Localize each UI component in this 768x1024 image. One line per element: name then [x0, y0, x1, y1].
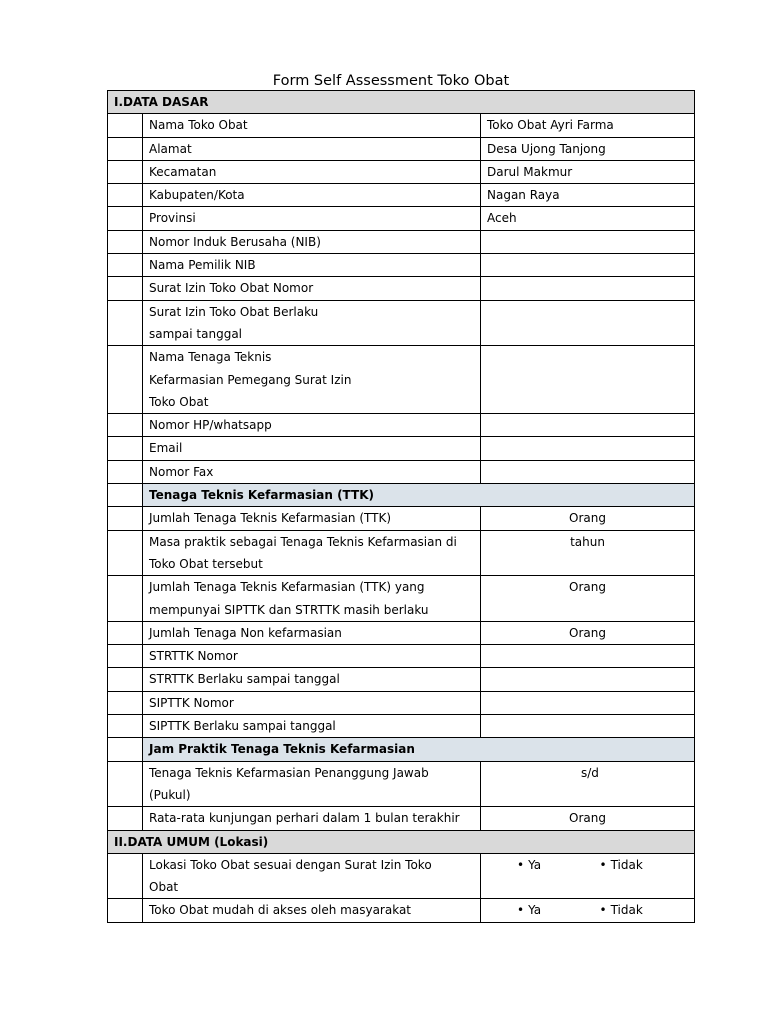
table-row [108, 460, 695, 483]
field-label: SIPTTK Berlaku sampai tanggal [149, 719, 336, 734]
field-value-cell[interactable] [481, 530, 695, 576]
row-number-cell [108, 899, 143, 922]
field-value-cell[interactable] [481, 230, 695, 253]
table-row [108, 254, 695, 277]
field-value-cell[interactable] [481, 254, 695, 277]
field-label: Tenaga Teknis Kefarmasian Penanggung Jawab [149, 765, 429, 780]
field-label-cell [143, 576, 481, 622]
table-row [108, 621, 695, 644]
field-label: Kabupaten/Kota [149, 188, 245, 203]
field-label-cell [143, 184, 481, 207]
table-row [108, 899, 695, 922]
field-value: Orang [569, 580, 606, 595]
assessment-table [107, 90, 695, 923]
row-number-cell [108, 254, 143, 277]
field-label-cell [143, 507, 481, 530]
field-value: tahun [570, 534, 605, 549]
section-data-umum [108, 830, 695, 853]
field-value-cell[interactable] [481, 761, 695, 807]
field-label-cell [143, 414, 481, 437]
field-value-cell[interactable] [481, 715, 695, 738]
field-label: Kefarmasian Pemegang Surat Izin [149, 372, 352, 387]
subsection-jam-praktik-label: Jam Praktik Tenaga Teknis Kefarmasian [143, 738, 695, 761]
field-value-cell[interactable] [481, 437, 695, 460]
field-value-cell[interactable] [481, 576, 695, 622]
row-number-cell [108, 137, 143, 160]
field-label: Alamat [149, 141, 192, 156]
field-label-cell [143, 460, 481, 483]
row-number-cell [108, 414, 143, 437]
field-label-cell [143, 807, 481, 830]
field-value-cell[interactable] [481, 277, 695, 300]
row-number-cell [108, 668, 143, 691]
field-label: Nama Toko Obat [149, 118, 248, 133]
field-label: Lokasi Toko Obat sesuai dengan Surat Izin Toko [149, 857, 432, 872]
field-value-cell[interactable] [481, 114, 695, 137]
field-value: Desa Ujong Tanjong [487, 141, 606, 156]
row-number-cell [108, 460, 143, 483]
table-row [108, 507, 695, 530]
table-row [108, 807, 695, 830]
field-value-cell[interactable] [481, 645, 695, 668]
option-cell [481, 899, 695, 922]
option-group [487, 899, 688, 921]
table-row [108, 715, 695, 738]
field-label: Toko Obat tersebut [149, 556, 263, 571]
table-row [108, 761, 695, 807]
section-data-dasar [108, 91, 695, 114]
field-label: Jumlah Tenaga Non kefarmasian [149, 625, 342, 640]
field-label-cell [143, 645, 481, 668]
field-label: Obat [149, 880, 179, 895]
field-value-cell[interactable] [481, 691, 695, 714]
field-value-cell[interactable] [481, 184, 695, 207]
field-label-cell [143, 621, 481, 644]
field-label: Provinsi [149, 211, 196, 226]
row-number-cell [108, 645, 143, 668]
field-value: Nagan Raya [487, 188, 560, 203]
field-value-cell[interactable] [481, 346, 695, 414]
field-value-cell[interactable] [481, 460, 695, 483]
field-label: Nomor Fax [149, 464, 214, 479]
field-label-cell [143, 437, 481, 460]
table-row [108, 137, 695, 160]
field-label: Nomor HP/whatsapp [149, 418, 272, 433]
table-row [108, 346, 695, 414]
row-number-cell [108, 761, 143, 807]
field-label: Masa praktik sebagai Tenaga Teknis Kefarmasian di [149, 534, 457, 549]
field-label-cell [143, 715, 481, 738]
field-label: Toko Obat mudah di akses oleh masyarakat [149, 903, 412, 918]
row-number-cell [108, 207, 143, 230]
row-number-cell [108, 738, 143, 761]
field-label-cell [143, 530, 481, 576]
option-no[interactable]: • Tidak [600, 899, 683, 921]
row-number-cell [108, 184, 143, 207]
row-number-cell [108, 300, 143, 346]
field-value-cell[interactable] [481, 300, 695, 346]
field-value: Darul Makmur [487, 164, 573, 179]
field-value-cell[interactable] [481, 507, 695, 530]
field-label: STRTTK Nomor [149, 649, 238, 664]
row-number-cell [108, 484, 143, 507]
row-number-cell [108, 507, 143, 530]
table-row [108, 207, 695, 230]
field-label-cell [143, 899, 481, 922]
field-value: Toko Obat Ayri Farma [487, 118, 614, 133]
field-value-cell[interactable] [481, 414, 695, 437]
row-number-cell [108, 691, 143, 714]
field-label: Rata-rata kunjungan perhari dalam 1 bulan terakhir [149, 811, 460, 826]
table-row [108, 691, 695, 714]
table-row [108, 437, 695, 460]
field-label: SIPTTK Nomor [149, 695, 234, 710]
subsection-ttk-label: Tenaga Teknis Kefarmasian (TTK) [143, 484, 695, 507]
row-number-cell [108, 230, 143, 253]
field-label-cell [143, 300, 481, 346]
field-label: Jumlah Tenaga Teknis Kefarmasian (TTK) yang [149, 580, 425, 595]
form-title: Form Self Assessment Toko Obat [272, 73, 510, 89]
section-data-dasar-label: I.DATA DASAR [108, 91, 695, 114]
row-number-cell [108, 715, 143, 738]
field-label-cell [143, 254, 481, 277]
table-row [108, 277, 695, 300]
row-number-cell [108, 437, 143, 460]
field-label: Surat Izin Toko Obat Nomor [149, 281, 314, 296]
row-number-cell [108, 853, 143, 899]
field-value-cell[interactable] [481, 621, 695, 644]
subsection-ttk [108, 484, 695, 507]
row-number-cell [108, 346, 143, 414]
field-label: STRTTK Berlaku sampai tanggal [149, 672, 340, 687]
field-label-cell [143, 137, 481, 160]
field-label: sampai tanggal [149, 326, 242, 341]
row-number-cell [108, 114, 143, 137]
field-label-cell [143, 761, 481, 807]
field-label: Email [149, 441, 183, 456]
table-row [108, 530, 695, 576]
row-number-cell [108, 530, 143, 576]
table-row [108, 853, 695, 899]
field-label-cell [143, 230, 481, 253]
option-yes[interactable]: • Ya [517, 899, 600, 921]
table-row [108, 230, 695, 253]
row-number-cell [108, 807, 143, 830]
row-number-cell [108, 277, 143, 300]
row-number-cell [108, 160, 143, 183]
table-row [108, 668, 695, 691]
table-row [108, 160, 695, 183]
field-label-cell [143, 207, 481, 230]
table-row [108, 114, 695, 137]
field-label-cell [143, 668, 481, 691]
field-label: Nama Tenaga Teknis [149, 350, 272, 365]
field-label: Toko Obat [149, 394, 209, 409]
field-value: s/d [581, 765, 599, 780]
table-row [108, 184, 695, 207]
subsection-jam-praktik [108, 738, 695, 761]
field-label-cell [143, 277, 481, 300]
field-label-cell [143, 853, 481, 899]
field-value-cell[interactable] [481, 668, 695, 691]
field-value: Orang [569, 625, 606, 640]
field-label: Nomor Induk Berusaha (NIB) [149, 234, 321, 249]
row-number-cell [108, 621, 143, 644]
table-row [108, 645, 695, 668]
field-label-cell [143, 160, 481, 183]
field-label-cell [143, 346, 481, 414]
option-yes[interactable]: • Ya [517, 854, 600, 876]
field-label-cell [143, 114, 481, 137]
option-no[interactable]: • Tidak [600, 854, 683, 876]
table-row [108, 576, 695, 622]
field-value: Orang [569, 511, 606, 526]
row-number-cell [108, 576, 143, 622]
field-value-cell[interactable] [481, 160, 695, 183]
option-cell [481, 853, 695, 899]
field-value: Aceh [487, 211, 517, 226]
field-label: Nama Pemilik NIB [149, 258, 256, 273]
section-data-umum-label: II.DATA UMUM (Lokasi) [108, 830, 695, 853]
table-row [108, 300, 695, 346]
field-label: Kecamatan [149, 164, 217, 179]
field-label: Surat Izin Toko Obat Berlaku [149, 304, 319, 319]
table-row [108, 414, 695, 437]
field-label-cell [143, 691, 481, 714]
field-value-cell[interactable] [481, 807, 695, 830]
field-value-cell[interactable] [481, 137, 695, 160]
field-label: mempunyai SIPTTK dan STRTTK masih berlaku [149, 602, 429, 617]
field-value-cell[interactable] [481, 207, 695, 230]
field-label: (Pukul) [149, 787, 191, 802]
option-group [487, 854, 688, 876]
field-label: Jumlah Tenaga Teknis Kefarmasian (TTK) [149, 511, 392, 526]
field-value: Orang [569, 811, 606, 826]
